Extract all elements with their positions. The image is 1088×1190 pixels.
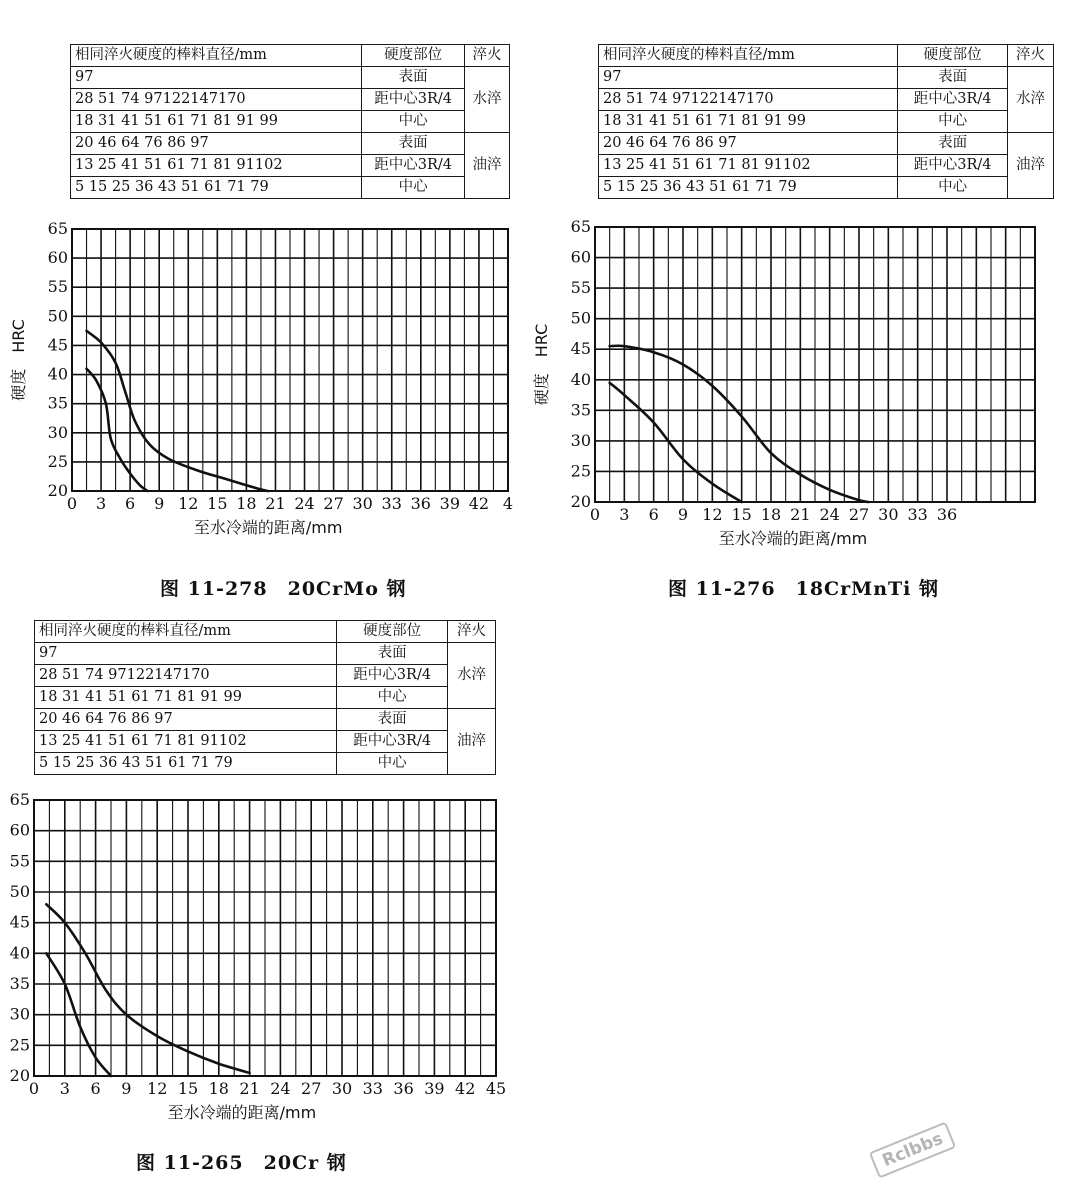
part-cell: 中心 (898, 177, 1008, 199)
hardness-plot (0, 620, 520, 1140)
x-tick-label: 12 (147, 1079, 168, 1098)
part-cell: 表面 (362, 133, 465, 155)
chart-caption: 图 11-265 20Cr 钢 (136, 1152, 347, 1174)
y-tick-label: 45 (47, 335, 68, 355)
col-diameter-header: 相同淬火硬度的棒料直径/mm (35, 621, 337, 643)
x-tick-label: 3 (619, 505, 630, 524)
diameter-row: 28 51 74 97122147170 (71, 89, 362, 111)
diameter-row: 18 31 41 51 61 71 81 91 99 (599, 111, 898, 133)
y-tick-label: 20 (47, 481, 68, 500)
diameter-row: 13 25 41 51 61 71 81 91102 (71, 155, 362, 177)
x-axis-label: 至水冷端的距离/mm (167, 1103, 317, 1122)
upper-hardness-curve (87, 331, 268, 491)
x-tick-label: 4 (502, 494, 514, 513)
y-tick-label: 25 (9, 1035, 30, 1055)
x-tick-label: 33 (907, 505, 928, 524)
chart-panel-20crmo (0, 44, 514, 614)
y-tick-label: 60 (47, 248, 68, 268)
diameter-row: 5 15 25 36 43 51 61 71 79 (599, 177, 898, 199)
x-tick-label: 39 (439, 494, 461, 513)
x-tick-label: 42 (468, 494, 490, 513)
part-cell: 表面 (337, 643, 448, 665)
x-axis-label: 至水冷端的距离/mm (718, 529, 868, 548)
part-cell: 距中心3R/4 (337, 731, 448, 753)
col-part-header: 硬度部位 (898, 45, 1008, 67)
diameter-row: 5 15 25 36 43 51 61 71 79 (35, 753, 337, 775)
chart-panel-20cr (0, 620, 520, 1190)
x-tick-label: 42 (455, 1079, 476, 1098)
y-tick-label: 65 (9, 790, 30, 809)
col-diameter-header: 相同淬火硬度的棒料直径/mm (71, 45, 362, 67)
x-tick-label: 15 (207, 494, 228, 513)
y-tick-label: 35 (47, 393, 68, 413)
chart-caption: 图 11-278 20CrMo 钢 (160, 578, 407, 600)
part-cell: 中心 (362, 111, 465, 133)
medium-oil: 油淬 (1008, 133, 1054, 199)
y-tick-label: 30 (570, 430, 591, 450)
chart-panel-18crmnti (528, 44, 1046, 614)
diameter-row: 97 (35, 643, 337, 665)
diameter-row: 97 (71, 67, 362, 89)
y-tick-label: 40 (9, 943, 30, 963)
col-medium-header: 淬火 (448, 621, 496, 643)
diameter-row: 5 15 25 36 43 51 61 71 79 (71, 177, 362, 199)
x-tick-label: 30 (878, 505, 899, 524)
diameter-row: 20 46 64 76 86 97 (599, 133, 898, 155)
hardness-plot (0, 44, 520, 564)
part-cell: 表面 (337, 709, 448, 731)
x-tick-label: 30 (352, 494, 373, 513)
x-tick-label: 18 (208, 1079, 229, 1098)
diameter-row: 28 51 74 97122147170 (35, 665, 337, 687)
y-tick-label: 65 (570, 217, 591, 236)
y-tick-label: 55 (47, 277, 68, 297)
medium-water: 水淬 (1008, 67, 1054, 133)
y-tick-label: 55 (570, 278, 591, 298)
x-tick-label: 0 (66, 494, 78, 513)
x-axis-label: 至水冷端的距离/mm (193, 518, 343, 537)
part-cell: 中心 (337, 687, 448, 709)
part-cell: 中心 (898, 111, 1008, 133)
x-tick-label: 33 (381, 494, 402, 513)
y-tick-label: 50 (47, 306, 68, 326)
x-tick-label: 21 (239, 1079, 260, 1098)
part-cell: 距中心3R/4 (362, 155, 465, 177)
y-tick-label: 20 (9, 1066, 30, 1085)
x-tick-label: 24 (270, 1079, 291, 1098)
x-tick-label: 21 (790, 505, 811, 524)
x-tick-label: 9 (121, 1079, 132, 1098)
x-tick-label: 24 (294, 494, 315, 513)
y-tick-label: 35 (9, 974, 30, 993)
x-tick-label: 6 (125, 494, 136, 513)
x-tick-label: 0 (589, 505, 601, 524)
part-cell: 表面 (898, 67, 1008, 89)
x-tick-label: 27 (301, 1079, 322, 1098)
x-tick-label: 3 (59, 1079, 70, 1098)
y-tick-label: 55 (9, 851, 30, 871)
x-tick-label: 15 (731, 505, 752, 524)
y-tick-label: 50 (570, 308, 591, 328)
col-medium-header: 淬火 (1008, 45, 1054, 67)
y-tick-label: 30 (47, 422, 68, 442)
y-tick-label: 25 (570, 461, 591, 481)
x-tick-label: 12 (178, 494, 199, 513)
y-tick-label: 45 (570, 339, 591, 359)
x-tick-label: 33 (362, 1079, 383, 1098)
part-cell: 距中心3R/4 (898, 155, 1008, 177)
diameter-row: 13 25 41 51 61 71 81 91102 (599, 155, 898, 177)
x-tick-label: 15 (177, 1079, 199, 1098)
y-tick-label: 60 (9, 820, 30, 840)
watermark-logo: Rclbbs (868, 1121, 956, 1178)
x-tick-label: 18 (760, 505, 782, 524)
x-tick-label: 36 (410, 494, 431, 513)
part-cell: 距中心3R/4 (337, 665, 448, 687)
y-tick-label: 50 (9, 882, 30, 901)
diameter-row: 18 31 41 51 61 71 81 91 99 (35, 687, 337, 709)
part-cell: 距中心3R/4 (898, 89, 1008, 111)
medium-water: 水淬 (448, 643, 496, 709)
y-tick-label: 20 (570, 492, 591, 511)
y-tick-label: 60 (570, 247, 591, 267)
x-tick-label: 9 (677, 505, 689, 524)
medium-water: 水淬 (465, 67, 510, 133)
x-tick-label: 0 (28, 1079, 40, 1098)
y-axis-label: 硬度 HRC (532, 323, 551, 406)
diameter-row: 28 51 74 97122147170 (599, 89, 898, 111)
x-tick-label: 6 (648, 505, 659, 524)
y-tick-label: 45 (9, 912, 30, 932)
diameter-row: 20 46 64 76 86 97 (71, 133, 362, 155)
x-tick-label: 36 (936, 505, 958, 524)
part-cell: 表面 (898, 133, 1008, 155)
x-tick-label: 18 (236, 494, 257, 513)
x-tick-label: 3 (95, 494, 107, 513)
y-tick-label: 65 (47, 219, 68, 238)
diameter-row: 13 25 41 51 61 71 81 91102 (35, 731, 337, 753)
medium-oil: 油淬 (448, 709, 496, 775)
col-medium-header: 淬火 (465, 45, 510, 67)
y-tick-label: 40 (47, 364, 68, 384)
part-cell: 距中心3R/4 (362, 89, 465, 111)
col-part-header: 硬度部位 (362, 45, 465, 67)
x-tick-label: 39 (424, 1079, 445, 1098)
chart-caption: 图 11-276 18CrMnTi 钢 (668, 578, 939, 600)
y-tick-label: 25 (47, 451, 68, 471)
medium-oil: 油淬 (465, 133, 510, 199)
x-tick-label: 30 (331, 1079, 353, 1098)
x-tick-label: 36 (393, 1079, 414, 1098)
part-cell: 中心 (337, 753, 448, 775)
x-tick-label: 6 (90, 1079, 101, 1098)
diameter-row: 97 (599, 67, 898, 89)
x-tick-label: 9 (154, 494, 165, 513)
y-axis-label: 硬度 HRC (9, 319, 28, 401)
x-tick-label: 12 (702, 505, 723, 524)
x-tick-label: 45 (485, 1079, 507, 1098)
col-diameter-header: 相同淬火硬度的棒料直径/mm (599, 45, 898, 67)
part-cell: 中心 (362, 177, 465, 199)
y-tick-label: 40 (570, 369, 591, 389)
x-tick-label: 27 (848, 505, 870, 524)
part-cell: 表面 (362, 67, 465, 89)
diameter-row: 18 31 41 51 61 71 81 91 99 (71, 111, 362, 133)
col-part-header: 硬度部位 (337, 621, 448, 643)
x-tick-label: 21 (265, 494, 286, 513)
hardness-plot (528, 44, 1088, 564)
lower-hardness-curve (610, 383, 742, 502)
y-tick-label: 35 (570, 400, 591, 420)
diameter-row: 20 46 64 76 86 97 (35, 709, 337, 731)
y-tick-label: 30 (9, 1004, 30, 1024)
x-tick-label: 24 (819, 505, 840, 524)
x-tick-label: 27 (323, 494, 344, 513)
